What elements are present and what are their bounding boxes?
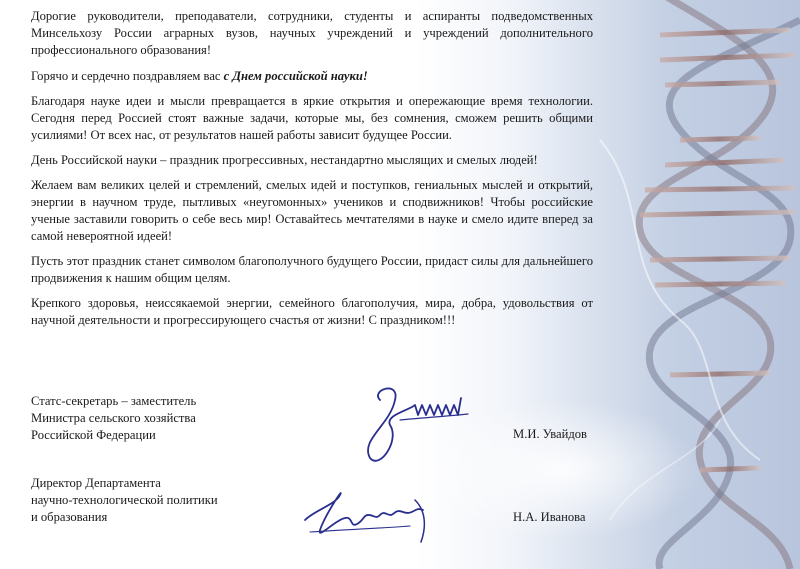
congrats-highlight: с Днем российской науки! xyxy=(223,69,368,83)
congrats-paragraph xyxy=(31,68,593,85)
signatory-1-name: М.И. Увайдов xyxy=(513,427,587,441)
signatory-2-title xyxy=(31,475,218,526)
signatory-1-title-line: Российской Федерации xyxy=(31,428,156,442)
signatory-2-title-line: научно-технологической политики xyxy=(31,493,218,507)
signatory-2-title-line: Директор Департамента xyxy=(31,476,161,490)
paragraph-science-ideas: Благодаря науке идеи и мысли превращается в яркие открытия и опережающие время технологии. Сегодня перед Россией стоят важные задачи, которые мы, без сомнения, сможем решить общими усилиями! От всех нас, от результатов нашей работы зависит будущее России. xyxy=(31,94,593,142)
signatory-2-title-line: и образования xyxy=(31,510,108,524)
signatory-1-title xyxy=(31,393,196,444)
letter-body xyxy=(31,8,593,337)
greeting-paragraph: Дорогие руководители, преподаватели, сотрудники, студенты и аспиранты подведомственных Минсельхозу России аграрных вузов, научных учреждений и учреждений дополнительного профессионального образования! xyxy=(31,9,593,57)
paragraph-wishes: Желаем вам великих целей и стремлений, смелых идей и поступков, гениальных мыслей и открытий, энергии в научном труде, пытливых «неугомонных» учеников и сподвижников! Чтобы российские ученые заставили говорить о себе весь мир! Оставайтесь мечтателями в науке и смело идите вперед за самой невероятной идеей! xyxy=(31,178,593,243)
signatory-2-name: Н.А. Иванова xyxy=(513,510,586,524)
congrats-text: Горячо и сердечно поздравляем вас xyxy=(31,69,224,83)
paragraph-future: Пусть этот праздник станет символом благополучного будущего России, придаст силы для дальнейшего продвижения к нашим общим целям. xyxy=(31,254,593,285)
handwritten-signature-1 xyxy=(340,370,480,470)
signatory-1-title-line: Статс-секретарь – заместитель xyxy=(31,394,197,408)
paragraph-health: Крепкого здоровья, неиссякаемой энергии, семейного благополучия, мира, добра, удовольствия от научной деятельности и прогрессирующего счастья от жизни! С праздником!!! xyxy=(31,296,593,327)
paragraph-science-day: День Российской науки – праздник прогрессивных, нестандартно мыслящих и смелых людей! xyxy=(31,153,538,167)
signatory-1-title-line: Министра сельского хозяйства xyxy=(31,411,196,425)
handwritten-signature-2 xyxy=(295,480,455,550)
